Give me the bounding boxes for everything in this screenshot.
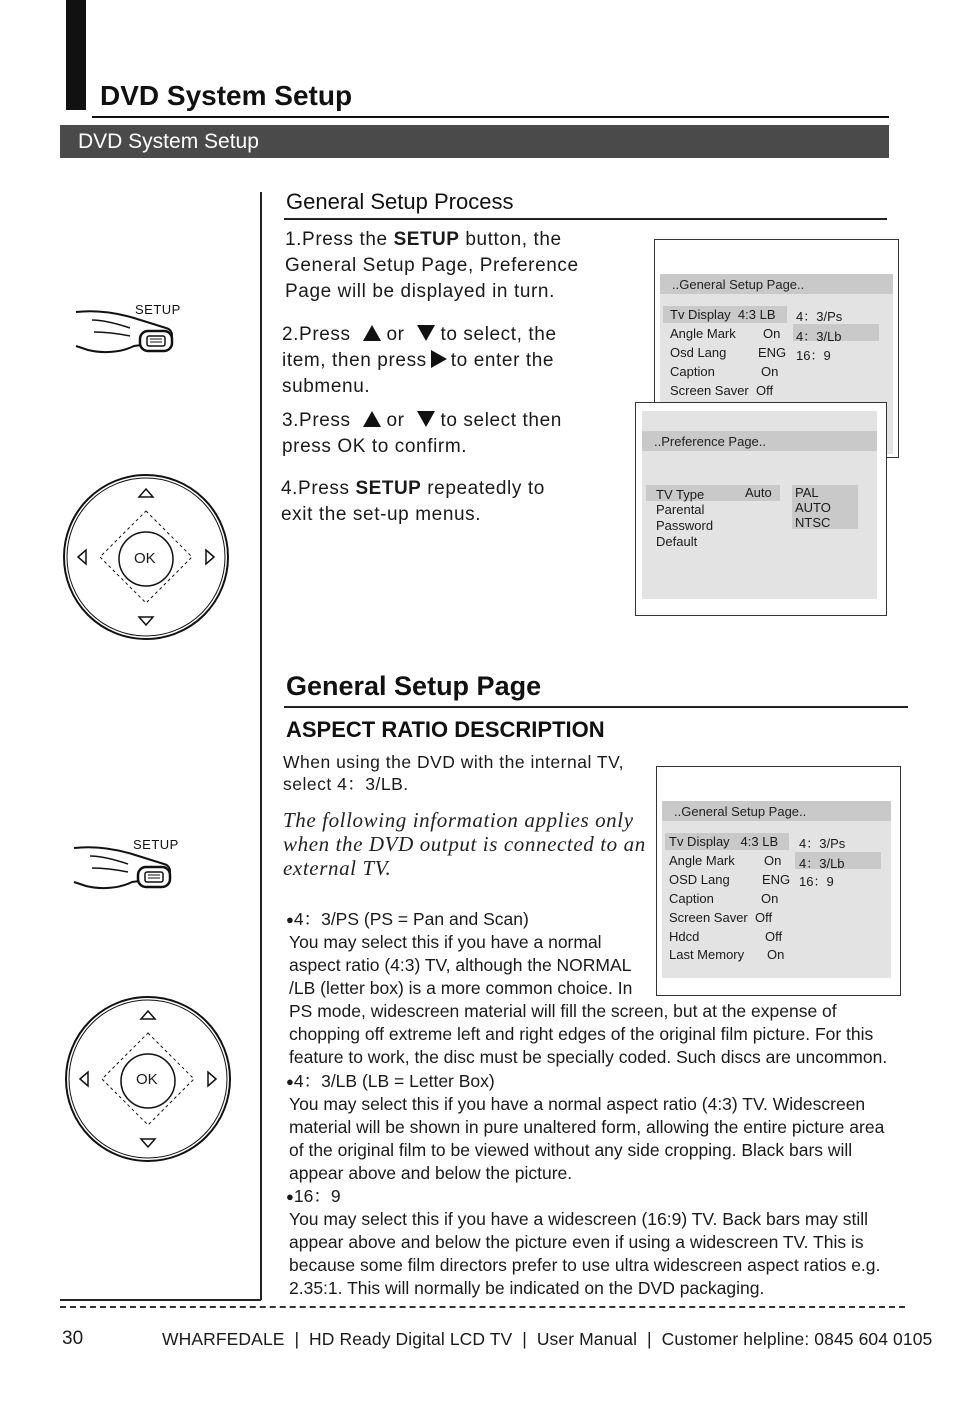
menu-value: On xyxy=(761,891,779,906)
menu-option: 4：3/Lb xyxy=(796,329,842,344)
menu-item: Osd Lang xyxy=(670,345,727,360)
menu-title: ..General Setup Page.. xyxy=(674,804,807,819)
menu-value: ENG xyxy=(758,345,787,360)
menu-value: On xyxy=(767,947,785,962)
hand-press-setup-icon xyxy=(74,306,184,358)
menu-item: Angle Mark xyxy=(670,326,736,341)
bullet-icon: ● xyxy=(286,912,294,927)
section-band xyxy=(60,125,889,158)
menu-option: 16：9 xyxy=(796,348,831,363)
menu-option: 4：3/Ps xyxy=(796,309,843,324)
bullet-169: ●16：9 You may select this if you have a widescreen (16:9) TV. Back bars may still appear above and below the picture even if using a widescreen TV. This is because some film directors prefer to use ultra widescreen aspect ratios e.g. 2.35:1. This will normally be indicated on the DVD packaging. xyxy=(286,1186,881,1298)
menu-value: On xyxy=(761,364,779,379)
process-rule xyxy=(284,218,887,220)
step-2: 2.Press or to select, the item, then press to enter the submenu. xyxy=(282,324,557,397)
bullet-lb: ●4：3/LB (LB = Letter Box) You may select this if you have a normal aspect ratio (4:3) TV. Widescreen material will be shown in pure unaltered form, allowing the entire picture area of the original film to be viewed without any side cropping. Black bars will appear above and below the picture. xyxy=(286,1071,885,1183)
menu-item: Default xyxy=(656,534,698,549)
menu-item: Last Memory xyxy=(669,947,745,962)
title-rule xyxy=(92,116,889,118)
menu-item: Caption xyxy=(669,891,714,906)
menu-value: On xyxy=(764,853,782,868)
left-bottom-rule xyxy=(60,1299,261,1301)
menu-item: Screen Saver Off xyxy=(670,383,774,398)
process-title: General Setup Process xyxy=(286,189,514,214)
page-number: 30 xyxy=(62,1328,84,1349)
menu-item: Caption xyxy=(670,364,715,379)
menu-item: Parental xyxy=(656,502,705,517)
menu-item: Tv Display 4:3 LB xyxy=(670,307,776,322)
menu-item: Angle Mark xyxy=(669,853,735,868)
footer-text: WHARFEDALE | HD Ready Digital LCD TV | User Manual | Customer helpline: 0845 604 0105 xyxy=(162,1329,933,1349)
menu-title: ..Preference Page.. xyxy=(654,434,767,449)
step-3: 3.Press or to select then press OK to confirm. xyxy=(282,410,562,457)
menu-item: TV Type xyxy=(656,487,705,502)
menu-item: Password xyxy=(656,518,714,533)
up-arrow-icon xyxy=(363,411,381,427)
bullet-ps: ●4：3/PS (PS = Pan and Scan) You may select this if you have a normal aspect ratio (4:3) TV, although the NORMAL /LB (letter box) is a more common choice. In PS mode, widescreen material will fill the screen, but at the expense of chopping off extreme left and right edges of the original film picture. For this feature to work, the disc must be specially coded. Such discs are uncommon. xyxy=(286,909,888,1067)
general-setup-title: General Setup Page xyxy=(286,671,542,701)
header-bar xyxy=(66,0,86,110)
menu-value: Off xyxy=(765,929,783,944)
menu-option: PAL xyxy=(795,485,819,500)
page-title: DVD System Setup xyxy=(100,80,353,111)
italic-note: The following information applies only when the DVD output is connected to an external TV. xyxy=(283,808,646,880)
down-arrow-icon xyxy=(417,411,435,427)
column-divider xyxy=(260,192,262,1300)
menu-item: Hdcd xyxy=(669,929,700,944)
footer-dashed-rule xyxy=(60,1306,905,1308)
ok-label: OK xyxy=(134,550,156,567)
preference-menu-screen xyxy=(635,402,887,616)
menu-option: 4：3/Ps xyxy=(799,836,846,851)
menu-option: NTSC xyxy=(795,515,831,530)
menu-option: 16：9 xyxy=(799,874,834,889)
down-arrow-icon xyxy=(417,325,435,341)
menu-item: OSD Lang xyxy=(669,872,730,887)
menu-value: ENG xyxy=(762,872,791,887)
bullet-icon: ● xyxy=(286,1074,294,1089)
hand-press-setup-icon xyxy=(72,842,182,894)
step-1: 1.Press the SETUP button, the General Setup Page, Preference Page will be displayed in turn. xyxy=(285,229,579,302)
aspect-ratio-subtitle: ASPECT RATIO DESCRIPTION xyxy=(286,717,605,742)
general-rule xyxy=(284,706,908,708)
setup-label: SETUP xyxy=(135,302,181,317)
menu-item: Screen Saver Off xyxy=(669,910,773,925)
band-title: DVD System Setup xyxy=(78,130,259,153)
menu-value: On xyxy=(763,326,781,341)
bullet-icon: ● xyxy=(286,1189,294,1204)
intro-text: When using the DVD with the internal TV, select 4：3/LB. xyxy=(283,752,625,794)
menu-value: Auto xyxy=(745,485,772,500)
ok-label: OK xyxy=(136,1071,158,1088)
right-arrow-icon xyxy=(431,350,447,368)
menu-title: ..General Setup Page.. xyxy=(672,277,805,292)
menu-item: Tv Display 4:3 LB xyxy=(669,834,779,849)
up-arrow-icon xyxy=(363,325,381,341)
menu-option: 4：3/Lb xyxy=(799,856,845,871)
step-4: 4.Press SETUP repeatedly to exit the set-up menus. xyxy=(281,478,545,525)
menu-option: AUTO xyxy=(795,500,831,515)
setup-label: SETUP xyxy=(133,837,179,852)
